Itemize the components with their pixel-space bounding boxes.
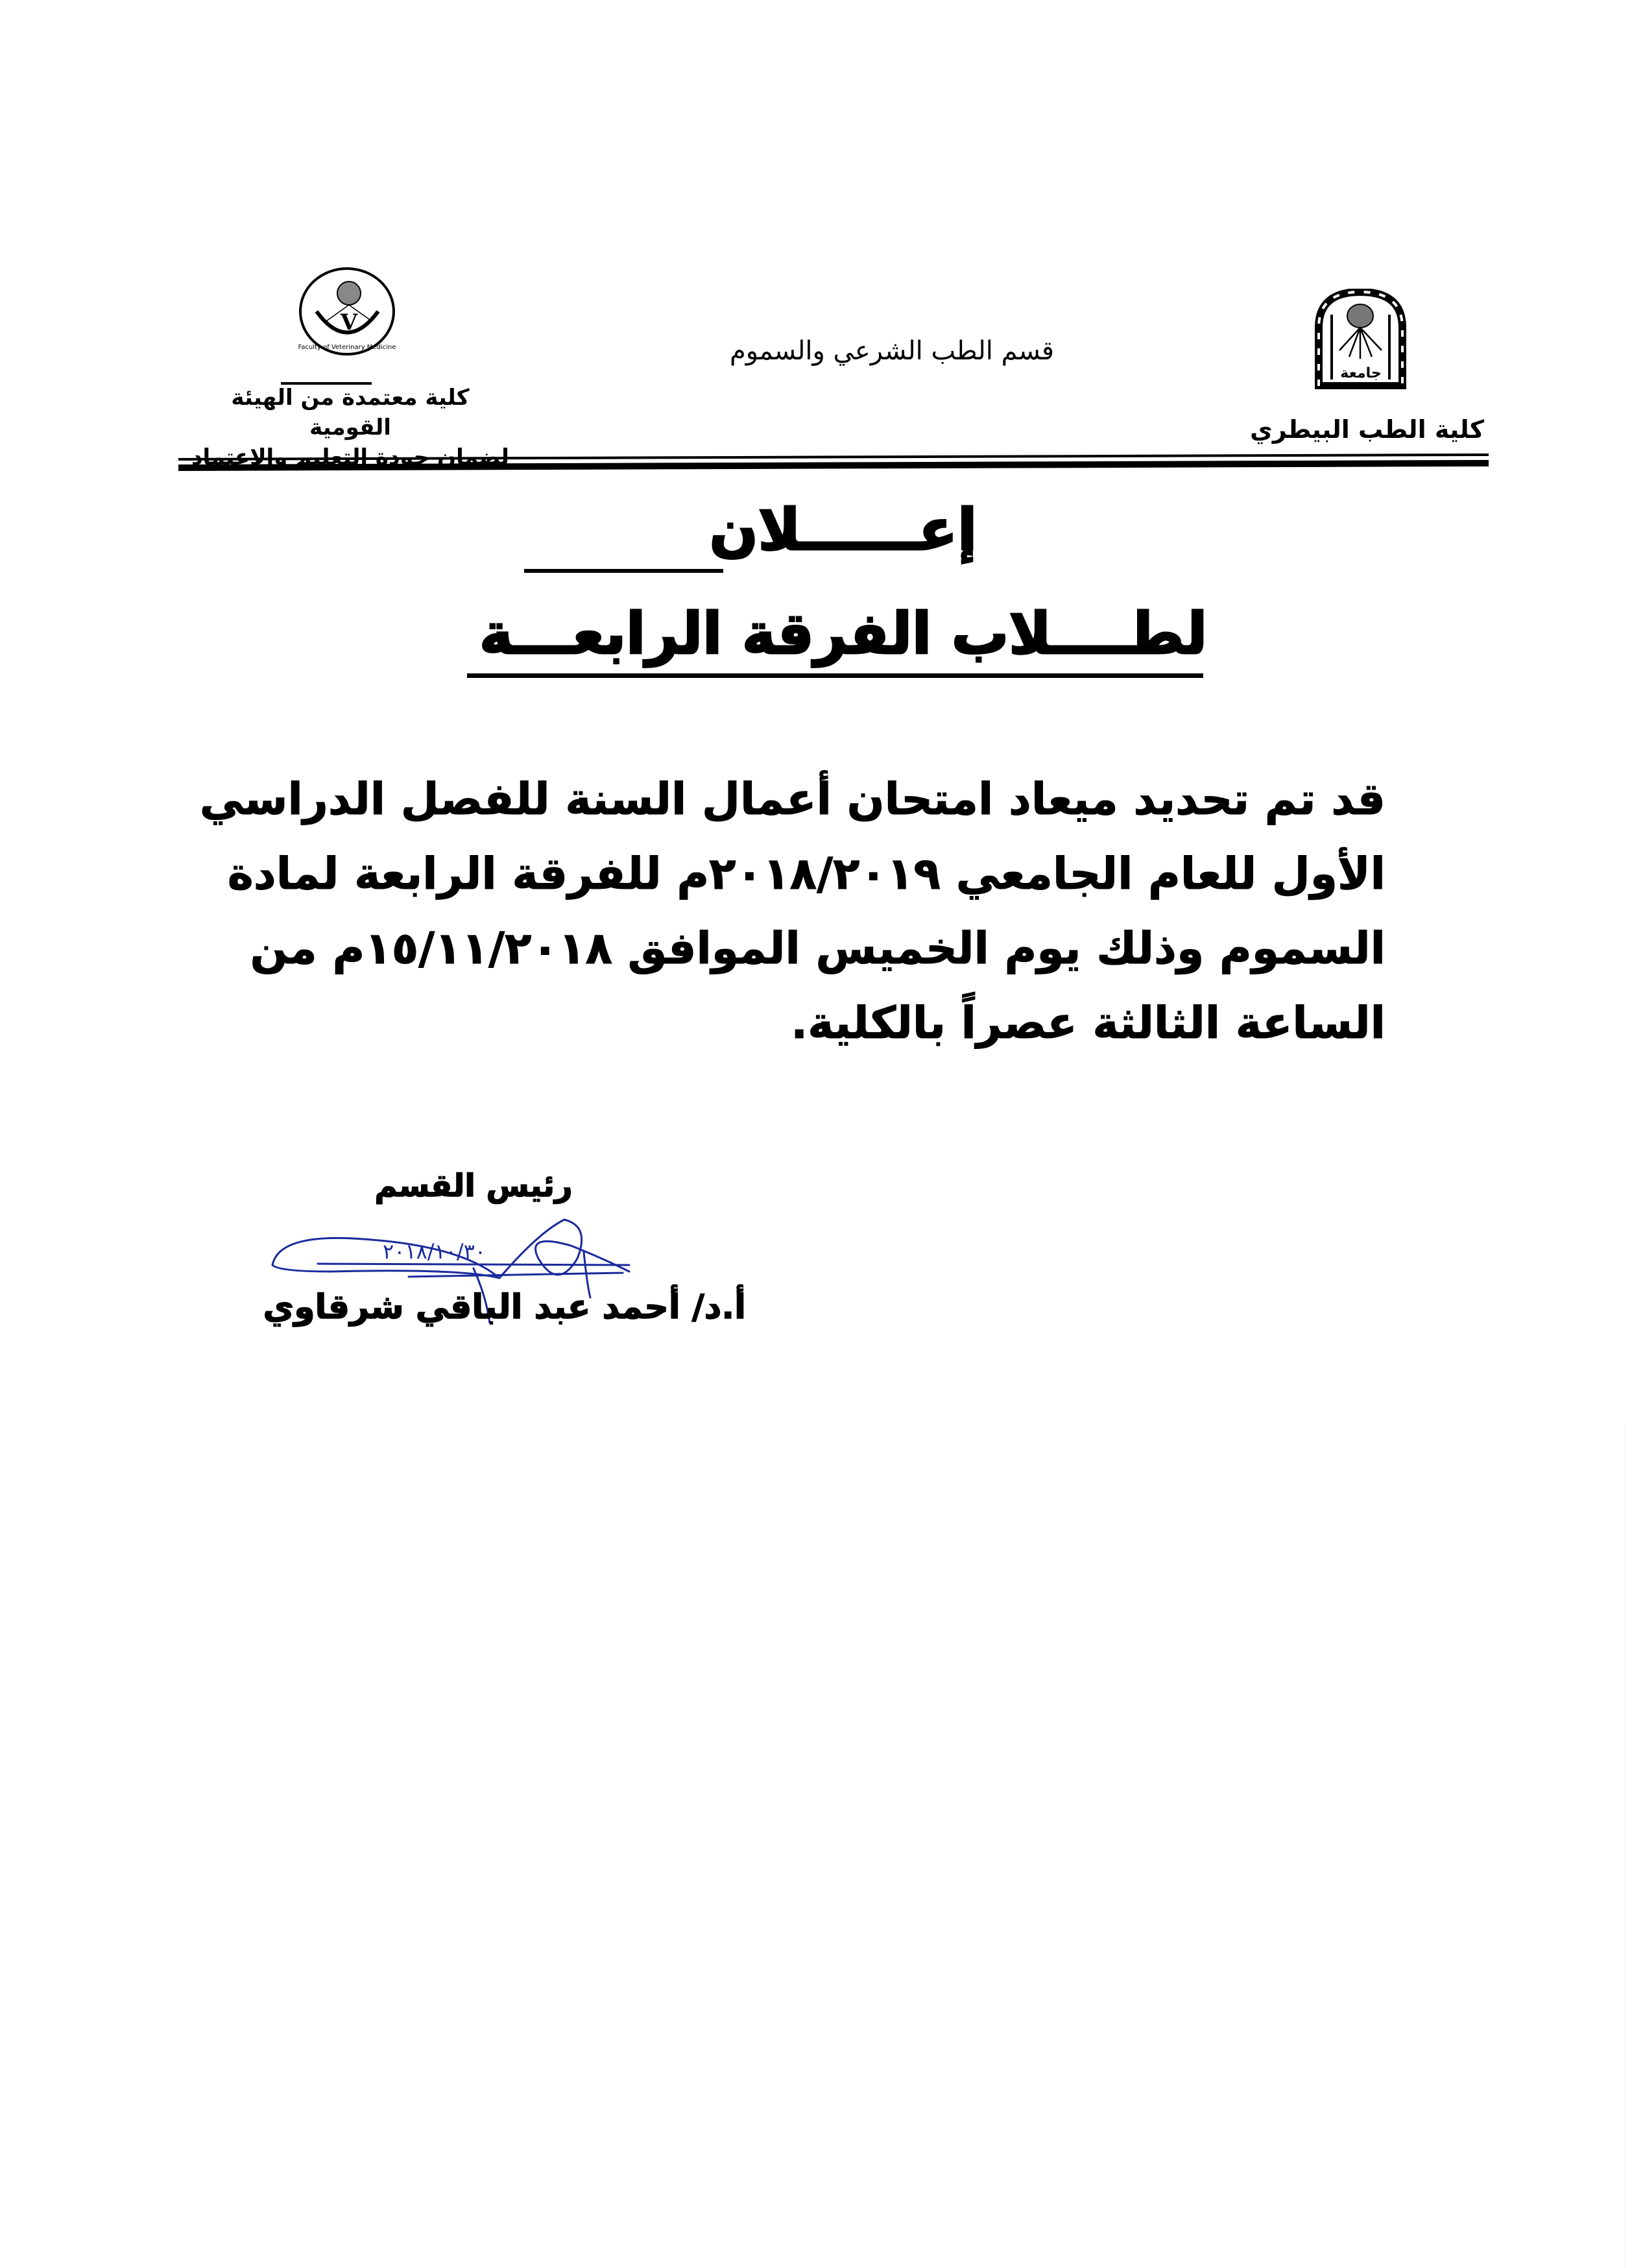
- svg-text:جامعة: جامعة: [1340, 365, 1382, 381]
- accreditation-line-1: كلية معتمدة من الهيئة القومية: [231, 385, 470, 440]
- svg-text:V: V: [340, 309, 358, 335]
- body-line-1: قد تم تحديد ميعاد امتحان أعمال السنة للفصل الدراسي: [199, 774, 1386, 825]
- signature-date: ٢٠١٨/١٠/٣٠: [383, 1239, 486, 1264]
- body-line-4: الساعة الثالثة عصراً بالكلية.: [791, 998, 1386, 1049]
- university-logo: [1314, 289, 1408, 389]
- subtitle-underline: [467, 673, 1203, 678]
- title-underline: [524, 569, 723, 573]
- body-line-3: السموم وذلك يوم الخميس الموافق ١٥/١١/٢٠١٨م من: [250, 923, 1386, 974]
- scan-edge: [1625, 1427, 1626, 2268]
- veterinary-seal-icon: [297, 266, 398, 357]
- college-name: كلية الطب البيطري: [1250, 415, 1484, 444]
- body-line-2: الأول للعام الجامعي ٢٠١٨/٢٠١٩م للفرقة الرابعة لمادة: [227, 849, 1386, 900]
- university-emblem-icon: [1314, 289, 1408, 389]
- signatory-name: أ.د/ أحمد عبد الباقي شرقاوي: [263, 1288, 746, 1327]
- announcement-subtitle: لطــــلاب الفرقة الرابعـــة: [479, 600, 1208, 667]
- signatory-title: رئيس القسم: [374, 1168, 573, 1204]
- announcement-title: إعــــــلان: [709, 496, 978, 563]
- seal-caption: Faculty of Veterinary Medicine: [298, 344, 396, 351]
- faculty-seal: [297, 266, 398, 357]
- announcement-body: [199, 762, 1386, 1061]
- department-name: قسم الطب الشرعي والسموم: [729, 336, 1055, 366]
